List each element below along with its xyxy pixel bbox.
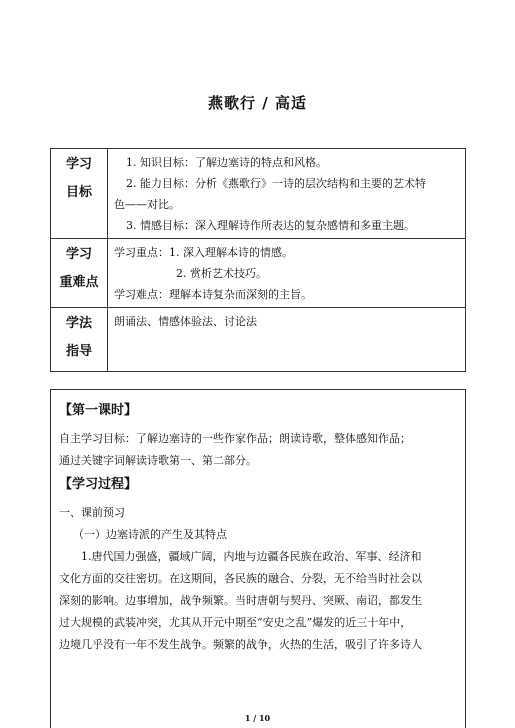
document-title: 燕歌行 / 高适: [208, 94, 307, 112]
lesson-box: [50, 389, 466, 728]
key-point-2: 2. 赏析艺术技巧。: [176, 267, 267, 280]
header-line: 学法: [65, 316, 92, 331]
objective-ability: 2. 能力目标：分析《燕歌行》一诗的层次结构和主要的艺术特: [126, 177, 426, 190]
header-line: 学习: [65, 247, 92, 262]
table-row-key-points: [51, 239, 466, 308]
header-line: 目标: [65, 185, 92, 200]
paragraph-line: 过大规模的武装冲突，尤其从开元中期至“安史之乱”爆发的近三十年中，: [59, 616, 412, 629]
paragraph-line: 1.唐代国力强盛，疆域广阔，内地与边疆各民族在政治、军事、经济和: [81, 550, 422, 563]
section-heading-first-lesson: 【第一课时】: [59, 403, 138, 418]
objective-knowledge: 1. 知识目标：了解边塞诗的特点和风格。: [126, 156, 327, 169]
methods-content: [108, 308, 466, 372]
page-number: 1 / 10: [244, 713, 271, 723]
row-header-methods: [51, 308, 108, 372]
header-line: 重难点: [59, 275, 99, 290]
header-line: 学习: [65, 157, 92, 172]
table-row-methods: [51, 308, 466, 372]
key-point-1: 学习重点：1. 深入理解本诗的情感。: [114, 246, 293, 259]
row-header-key-points: [51, 239, 108, 308]
row-header-objectives: [51, 149, 108, 239]
paragraph-line: 边境几乎没有一年不发生战争。频繁的战争，火热的生活，吸引了许多诗人: [59, 638, 422, 651]
objectives-content: [108, 149, 466, 239]
key-points-content: [108, 239, 466, 308]
goal-line: 通过关键字词解读诗歌第一、第二部分。: [59, 454, 257, 467]
header-line: 指导: [65, 344, 92, 359]
objective-ability-cont: 色——对比。: [114, 198, 180, 211]
learning-plan-table: [50, 148, 466, 372]
method-list: 朗诵法、情感体验法、讨论法: [114, 315, 257, 328]
objective-emotion: 3. 情感目标：深入理解诗作所表达的复杂感情和多重主题。: [126, 219, 415, 232]
goal-line: 自主学习目标：了解边塞诗的一些作家作品；朗读诗歌，整体感知作品；: [59, 432, 411, 445]
paragraph-line: 文化方面的交往密切。在这期间，各民族的融合、分裂，无不给当时社会以: [59, 572, 422, 585]
paragraph-line: 深刻的影响。边事增加，战争频繁。当时唐朝与契丹、突厥、南诏，都发生: [59, 594, 422, 607]
table-row-objectives: [51, 149, 466, 239]
step-heading: 一、课前预习: [59, 506, 125, 519]
step-subheading: （一）边塞诗派的产生及其特点: [73, 528, 227, 541]
difficult-point: 学习难点：理解本诗复杂而深刻的主旨。: [114, 288, 312, 301]
section-heading-process: 【学习过程】: [59, 477, 138, 492]
